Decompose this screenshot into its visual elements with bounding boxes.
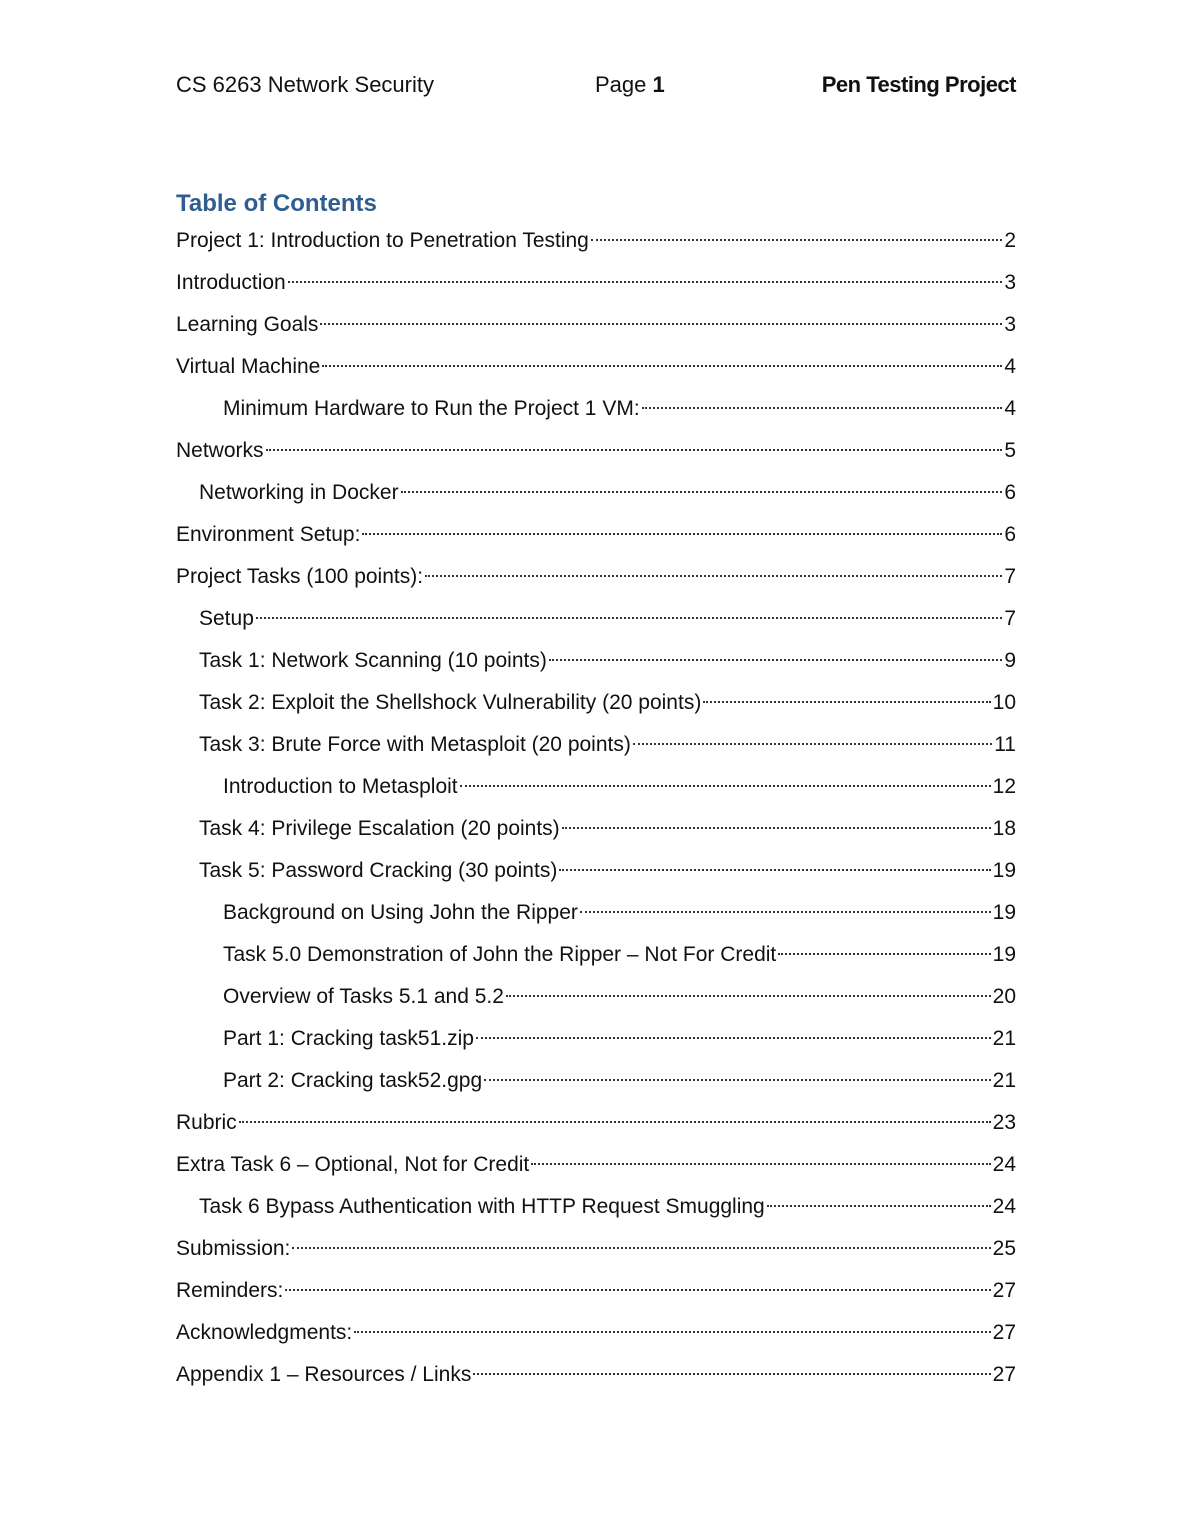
toc-entry[interactable] [176,351,1016,393]
toc-entry-text: Acknowledgments: [176,1321,353,1344]
toc-entry-text: Setup [199,607,254,630]
toc-entry-page: 18 [992,817,1016,840]
toc-entry-page: 7 [1004,565,1016,588]
toc-entry-page: 4 [1004,397,1016,420]
toc-entry-text: Introduction [176,271,286,294]
page-indicator [595,68,665,102]
toc-entry[interactable] [176,393,1016,435]
page-label: Page [595,72,647,97]
toc-entry-page: 3 [1004,313,1016,336]
toc-entry-page: 21 [992,1069,1016,1092]
page-header [176,68,1016,102]
toc-entry[interactable] [176,729,1016,771]
toc-entry[interactable] [176,519,1016,561]
toc-entry-page: 10 [992,691,1016,714]
toc-leader-dots [292,1247,990,1249]
toc-entry-text: Submission: [176,1237,291,1260]
toc-leader-dots [473,1373,990,1375]
toc-entry-text: Reminders: [176,1279,284,1302]
toc-entry-page: 2 [1004,229,1016,252]
toc-entry-page: 3 [1004,271,1016,294]
toc-leader-dots [322,365,1002,367]
toc-entry-page: 7 [1004,607,1016,630]
toc-entry[interactable] [176,1023,1016,1065]
toc-leader-dots [288,281,1003,283]
toc-leader-dots [767,1205,991,1207]
toc-entry-page: 20 [992,985,1016,1008]
toc-entry[interactable] [176,225,1016,267]
toc-entry-text: Rubric [176,1111,237,1134]
toc-entry[interactable] [176,603,1016,645]
toc-leader-dots [425,575,1002,577]
toc-entry-text: Learning Goals [176,313,319,336]
toc-leader-dots [266,449,1003,451]
toc-leader-dots [703,701,990,703]
project-title: Pen Testing Project [821,72,1016,97]
toc-leader-dots [580,911,991,913]
toc-entry[interactable] [176,1149,1016,1191]
toc-entry[interactable] [176,1233,1016,1275]
toc-entry[interactable] [176,1275,1016,1317]
toc-entry[interactable] [176,309,1016,351]
toc-leader-dots [506,995,991,997]
toc-entry-text: Part 1: Cracking task51.zip [223,1027,474,1050]
toc-leader-dots [354,1331,990,1333]
toc-entry-text: Task 4: Privilege Escalation (20 points) [199,817,560,840]
toc-entry[interactable] [176,267,1016,309]
toc-entry-text: Environment Setup: [176,523,361,546]
toc-leader-dots [531,1163,990,1165]
toc-entry-page: 12 [992,775,1016,798]
toc-entry[interactable] [176,477,1016,519]
toc-entry-page: 25 [992,1237,1016,1260]
toc-entry-page: 27 [992,1279,1016,1302]
toc-entry[interactable] [176,855,1016,897]
toc-leader-dots [320,323,1002,325]
toc-entry-text: Task 5: Password Cracking (30 points) [199,859,558,882]
toc-entry[interactable] [176,561,1016,603]
toc-entry[interactable] [176,1065,1016,1107]
toc-entry-text: Task 3: Brute Force with Metasploit (20 points) [199,733,631,756]
toc-leader-dots [285,1289,990,1291]
toc-leader-dots [460,785,991,787]
toc-leader-dots [559,869,990,871]
toc-entry-text: Task 6 Bypass Authentication with HTTP Request Smuggling [199,1195,765,1218]
toc-entry[interactable] [176,771,1016,813]
toc-entry-page: 19 [992,943,1016,966]
toc-entry[interactable] [176,645,1016,687]
toc-entry[interactable] [176,1107,1016,1149]
toc-leader-dots [562,827,991,829]
toc-entry-page: 6 [1004,523,1016,546]
toc-entry[interactable] [176,1191,1016,1233]
toc-entry-page: 6 [1004,481,1016,504]
toc-entry[interactable] [176,435,1016,477]
toc-entry-text: Introduction to Metasploit [223,775,458,798]
toc-entry-page: 9 [1004,649,1016,672]
toc-entry[interactable] [176,1317,1016,1359]
course-name: CS 6263 Network Security [176,72,434,97]
toc-entry-text: Part 2: Cracking task52.gpg [223,1069,483,1092]
toc-leader-dots [484,1079,991,1081]
toc-entry-page: 27 [992,1363,1016,1386]
toc-leader-dots [362,533,1002,535]
toc-leader-dots [778,953,990,955]
toc-entry-page: 19 [992,859,1016,882]
toc-entry-page: 19 [992,901,1016,924]
toc-entry-text: Task 1: Network Scanning (10 points) [199,649,547,672]
toc-entry-text: Networks [176,439,264,462]
page-number: 1 [652,72,665,97]
toc-entry-page: 11 [994,733,1016,756]
toc-leader-dots [549,659,1002,661]
toc-leader-dots [401,491,1003,493]
toc-entry-text: Extra Task 6 – Optional, Not for Credit [176,1153,530,1176]
toc-entry[interactable] [176,897,1016,939]
toc-entry-page: 4 [1004,355,1016,378]
toc-leader-dots [476,1037,991,1039]
toc-entry-text: Project Tasks (100 points): [176,565,424,588]
toc-entry-text: Task 5.0 Demonstration of John the Ripper – Not For Credit [223,943,777,966]
toc-leader-dots [256,617,1002,619]
toc-entry-text: Background on Using John the Ripper [223,901,578,924]
toc-entry-page: 27 [992,1321,1016,1344]
toc-leader-dots [633,743,992,745]
toc-leader-dots [591,239,1002,241]
toc-entry-text: Project 1: Introduction to Penetration Testing [176,229,589,252]
toc-entry-text: Appendix 1 – Resources / Links [176,1363,472,1386]
toc-entry[interactable] [176,687,1016,729]
toc-entry-page: 24 [992,1195,1016,1218]
toc-entry[interactable] [176,981,1016,1023]
toc-entry[interactable] [176,1359,1016,1401]
toc-heading: Table of Contents [176,190,377,217]
toc-list [176,225,1016,1401]
toc-leader-dots [239,1121,991,1123]
toc-entry-text: Virtual Machine [176,355,321,378]
toc-leader-dots [642,407,1003,409]
toc-entry-text: Overview of Tasks 5.1 and 5.2 [223,985,504,1008]
toc-entry-page: 21 [992,1027,1016,1050]
toc-entry-text: Networking in Docker [199,481,399,504]
toc-entry-page: 5 [1004,439,1016,462]
toc-entry-text: Task 2: Exploit the Shellshock Vulnerability (20 points) [199,691,702,714]
toc-entry-page: 23 [992,1111,1016,1134]
toc-entry[interactable] [176,813,1016,855]
toc-entry-page: 24 [992,1153,1016,1176]
toc-entry[interactable] [176,939,1016,981]
toc-entry-text: Minimum Hardware to Run the Project 1 VM: [223,397,640,420]
